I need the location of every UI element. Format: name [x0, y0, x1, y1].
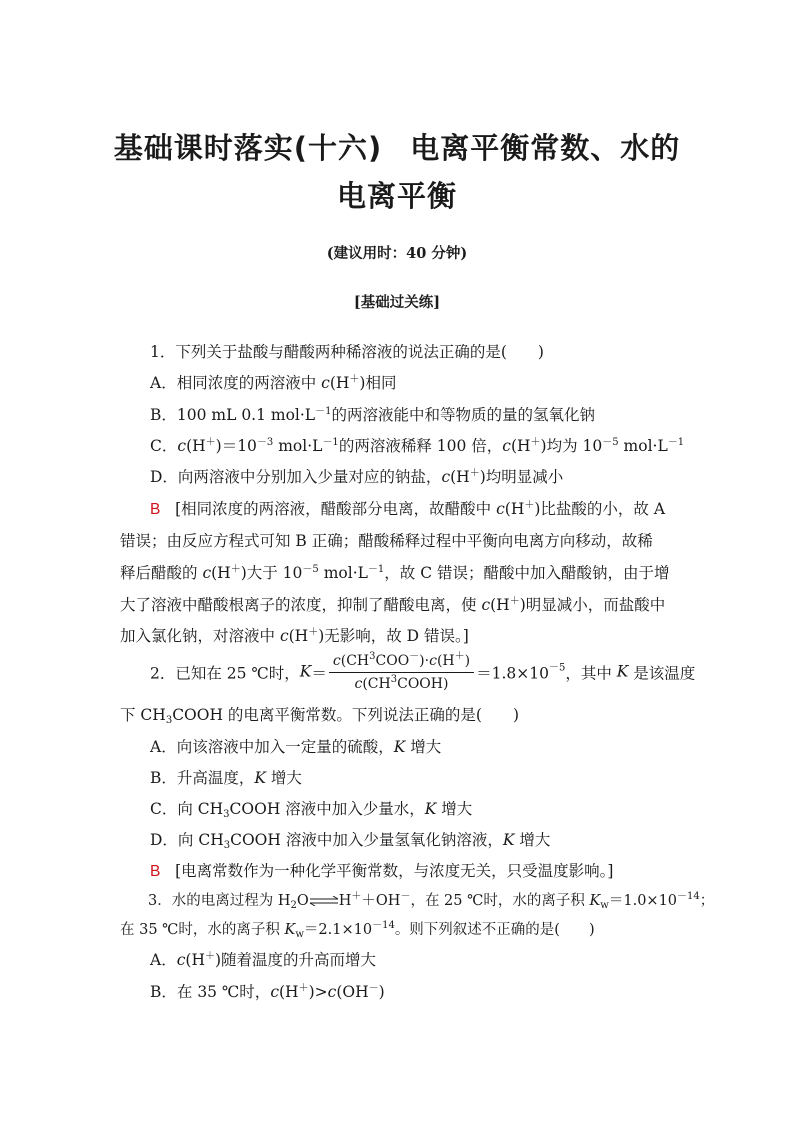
q1-option-d: D．向两溶液中分别加入少量对应的钠盐，c(H＋)均明显减小: [150, 468, 564, 486]
q1-option-b: B．100 mL 0.1 $mol\cdot L^{-1}$的两溶液能中和等物质的量的氢氧化钠: [150, 406, 595, 424]
q1-option-a: A．相同浓度的两溶液中 c(H＋)相同: [150, 374, 397, 392]
title-part2: 电离平衡常数、水的: [410, 131, 681, 165]
q2-stem-line1: 2．已知在 25 ℃时，K＝ $\frac{c(CH^3COO^-)\cdot c(H^+)}{c(CH^3COOH)}$ $=1.8\times 10^{-5}$，其中 K 是该温度: [150, 651, 696, 692]
q1-explanation-line3: 释后醋酸的 c(H＋)大于 $10^{-5}$ $mol\cdot L^{-1}$，故 C 错误；醋酸中加入醋酸钠，由于增: [120, 564, 670, 582]
page-title: [0, 126, 794, 167]
q1-stem: 1．下列关于盐酸与醋酸两种稀溶液的说法正确的是( ): [150, 343, 544, 361]
equilibrium-arrow-icon: [309, 896, 339, 906]
q1-explanation-line2: 错误；由反应方程式可知 B 正确；醋酸稀释过程中平衡向电离方向移动，故稀: [120, 532, 653, 550]
q3-option-a: A．c(H＋)随着温度的升高而增大: [150, 951, 377, 969]
q2-option-b: B．升高温度，K 增大: [150, 769, 302, 787]
q1-answer: B: [150, 501, 161, 518]
title-part1: 基础课时落实(十六): [113, 131, 383, 165]
q1-explanation-line5: 加入氯化钠，对溶液中 c(H＋)无影响，故 D 错误。]: [120, 627, 469, 645]
ka-fraction: [329, 652, 474, 693]
q2-option-d: D．向 $CH_3COOH$ 溶液中加入少量氢氧化钠溶液，K 增大: [150, 831, 551, 851]
q3-stem-line2: 在 35 ℃时，水的离子积 $K_w=2.1\times 10^{-14}$。则下列叙述不正确的是( ): [120, 920, 595, 940]
q1-option-c: C．$c(H^+)=10^{-3}$ $mol\cdot L^{-1}$的两溶液稀释 100 倍，c(H＋)均为 $10^{-5}$ $mol\cdot L^{-1}$: [150, 437, 685, 455]
q3-stem-line1: 3．水的电离过程为 $H_2O$ H＋＋OH－，在 25 ℃时，水的离子积 $K_w=1.0\times 10^{-14}$；: [148, 891, 715, 911]
q2-explanation: B [电离常数作为一种化学平衡常数，与浓度无关，只受温度影响。]: [150, 862, 614, 880]
page-title-line2: 电离平衡: [336, 179, 457, 213]
section-heading: [基础过关练]: [353, 294, 441, 311]
q2-answer: B: [150, 863, 161, 880]
q2-stem-line2: 下 $CH_3COOH$ 的电离平衡常数。下列说法正确的是( ): [120, 706, 520, 726]
q3-option-b: B．在 35 ℃时，c(H＋)>c(OH－): [150, 983, 385, 1001]
q2-option-a: A．向该溶液中加入一定量的硫酸，K 增大: [150, 738, 442, 756]
q2-option-c: C．向 $CH_3COOH$ 溶液中加入少量水，K 增大: [150, 800, 473, 820]
q1-explanation-line1: B [相同浓度的两溶液，醋酸部分电离，故醋酸中 c(H＋)比盐酸的小，故 A: [150, 500, 666, 518]
suggested-time: (建议用时：40 分钟): [326, 245, 468, 262]
ka-denominator: $c(CH^3COOH)$: [354, 674, 449, 692]
ka-numerator: $c(CH^3COO^-)\cdot c(H^+)$: [329, 652, 474, 673]
q1-explanation-line4: 大了溶液中醋酸根离子的浓度，抑制了醋酸电离，使 c(H＋)明显减小，而盐酸中: [120, 596, 666, 614]
